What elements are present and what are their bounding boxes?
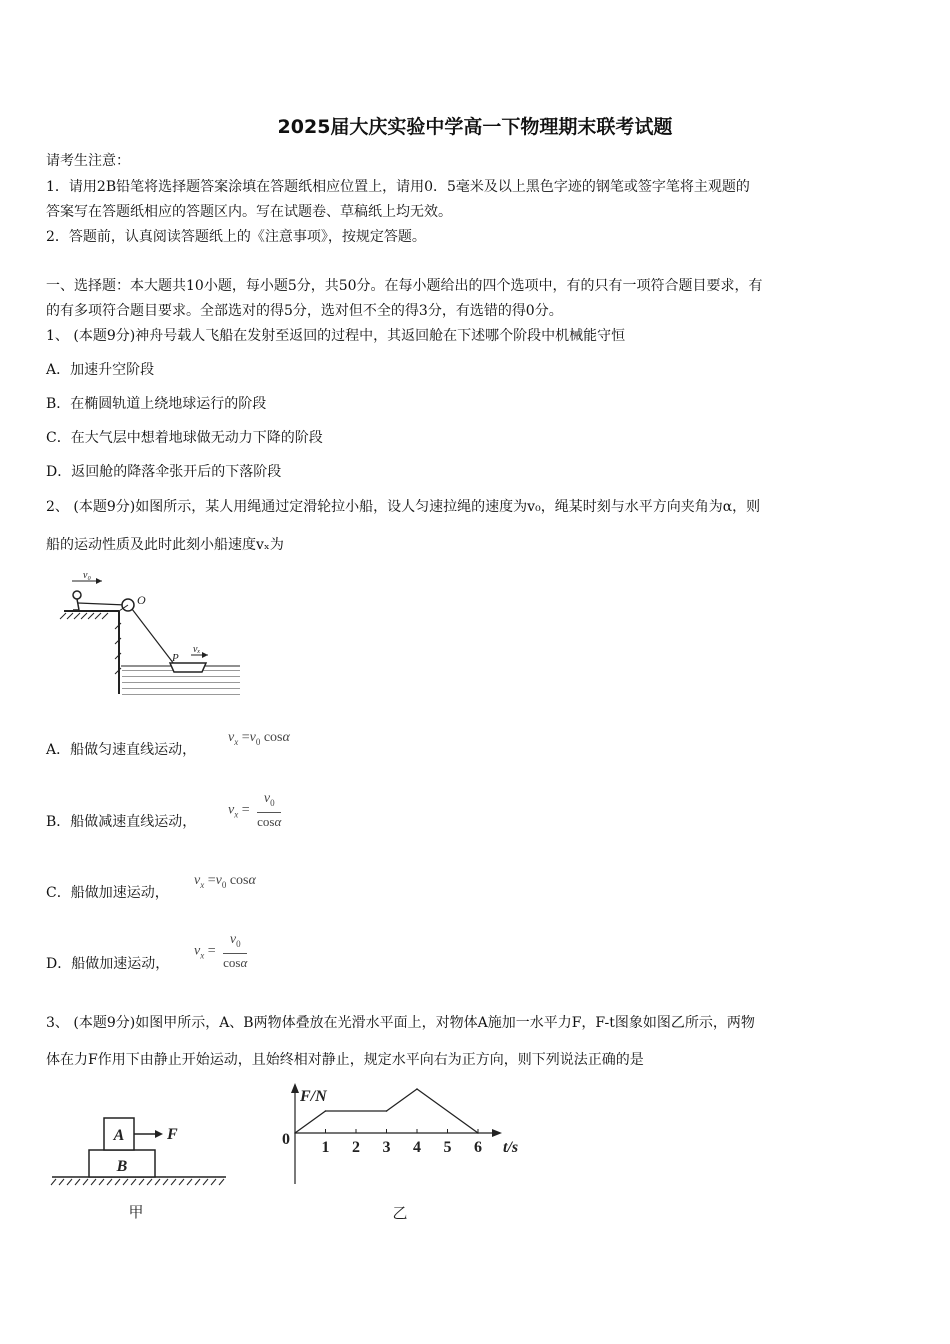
q2-option-d: D．船做加速运动， [46, 956, 170, 972]
x-tick-label: 4 [413, 1139, 421, 1156]
data-point [325, 1110, 327, 1112]
force-time-chart [270, 1080, 540, 1230]
origin-label: 0 [282, 1131, 290, 1148]
notice-line-1b: 答案写在答题纸相应的答题区内。写在试题卷、草稿纸上均无效。 [46, 204, 452, 220]
page-title: 2025届大庆实验中学高一下物理期末联考试题 [277, 116, 673, 138]
q2-option-b: B．船做减速直线运动， [46, 814, 197, 830]
q1-stem: 1、 (本题9分)神舟号载人飞船在发射至返回的过程中，其返回舱在下述哪个阶段中机械能守恒 [46, 328, 626, 344]
data-point [416, 1088, 418, 1090]
force-f-label: F [167, 1126, 178, 1143]
section-intro-2: 的有多项符合题目要求。全部选对的得5分，选对但不全的得3分，有选错的得0分。 [46, 303, 563, 319]
notice-line-1a: 1．请用2B铅笔将选择题答案涂填在答题纸相应位置上，请用0．5毫米及以上黑色字迹的钢笔或签字笔将主观题的 [46, 179, 750, 195]
x-tick-label: 5 [443, 1139, 452, 1156]
q1-option-d: D．返回舱的降落伞张开后的下落阶段 [46, 464, 282, 480]
x-tick-label: 1 [321, 1139, 330, 1156]
q2-formula-b: $v_x$ = $\frac{v_0}{\cos\alpha}$ [228, 791, 282, 829]
q2-formula-d: $v_x$ = $\frac{v_0}{\cos\alpha}$ [194, 932, 248, 970]
q1-option-b: B．在椭圆轨道上绕地球运行的阶段 [46, 396, 267, 412]
q2-option-c: C．船做加速运动， [46, 885, 169, 901]
notice-heading: 请考生注意： [46, 153, 130, 169]
q2-option-a: A．船做匀速直线运动， [46, 742, 197, 758]
fig-yi-caption: 乙 [392, 1204, 408, 1222]
notice-line-2: 2．答题前，认真阅读答题纸上的《注意事项》，按规定答题。 [46, 229, 426, 245]
fig-p-label: P [172, 652, 179, 664]
y-axis-label: F/N [300, 1088, 327, 1105]
stacked-blocks-figure [46, 1105, 236, 1225]
q2-stem-2: 船的运动性质及此时此刻小船速度vₓ为 [46, 537, 284, 553]
data-point [386, 1110, 388, 1112]
x-tick-label: 2 [352, 1139, 360, 1156]
fig-o-label: O [137, 593, 146, 607]
x-tick-label: 3 [382, 1139, 391, 1156]
q2-formula-a: $v_x =v_0$ cosα [228, 730, 290, 747]
block-b-label: B [116, 1158, 128, 1175]
q2-formula-c: $v_x =v_0$ cosα [194, 873, 256, 890]
fig-vx-label: vₓ [193, 644, 201, 655]
block-a-label: A [113, 1127, 125, 1144]
q3-stem-1: 3、 (本题9分)如图甲所示，A、B两物体叠放在光滑水平面上，对物体A施加一水平力F，F-t图象如图乙所示，两物 [46, 1015, 755, 1031]
x-axis-label: t/s [503, 1139, 519, 1156]
q1-option-c: C．在大气层中想着地球做无动力下降的阶段 [46, 430, 323, 446]
fig-v0-label: v₀ [83, 570, 91, 581]
pulley-boat-figure [56, 568, 242, 700]
section-intro-1: 一、选择题：本大题共10小题，每小题5分，共50分。在每小题给出的四个选项中，有的只有一项符合题目要求，有 [46, 278, 763, 294]
x-tick-label: 6 [474, 1139, 482, 1156]
data-point [294, 1132, 296, 1134]
q1-option-a: A．加速升空阶段 [46, 362, 155, 378]
q3-stem-2: 体在力F作用下由静止开始运动，且始终相对静止，规定水平向右为正方向，则下列说法正确的是 [46, 1052, 644, 1068]
q2-stem-1: 2、 (本题9分)如图所示，某人用绳通过定滑轮拉小船，设人匀速拉绳的速度为v₀，绳某时刻与水平方向夹角为α，则 [46, 499, 761, 515]
fig-jia-caption: 甲 [128, 1203, 144, 1221]
